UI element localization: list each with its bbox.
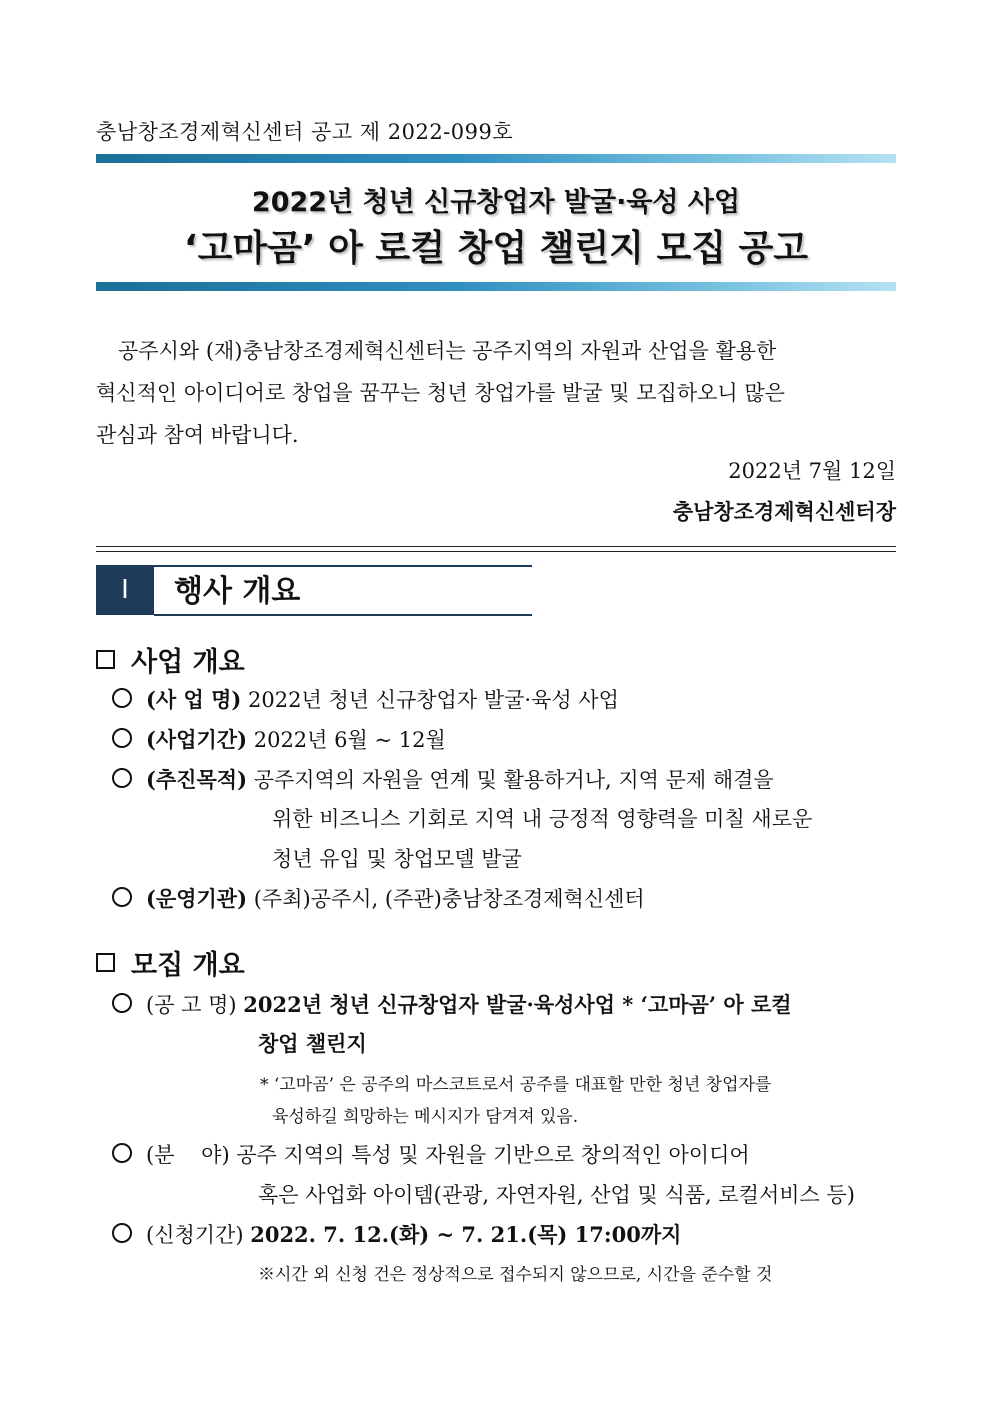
square-bullet-icon [96,650,115,669]
title-line-2: ‘고마곰’ 아 로컬 창업 챌린지 모집 공고 [183,228,809,269]
circle-bullet-icon [112,688,132,708]
intro-paragraph [96,330,896,456]
circle-bullet-icon [112,728,132,748]
divider-line [96,551,896,552]
title-line-1: 2022년 청년 신규창업자 발굴·육성 사업 [251,187,741,218]
recruit-title-note-line-2: 육성하길 희망하는 메시지가 담겨져 있음. [272,1107,579,1127]
business-item-period: (사업기간) 2022년 6월 ~ 12월 [112,724,446,754]
recruit-title-note-line-1: * ‘고마곰’ 은 공주의 마스코트로서 공주를 대표할 만한 청년 창업자를 [260,1075,772,1095]
signer: 충남창조경제혁신센터장 [672,499,896,524]
intro-line-2: 혁신적인 아이디어로 창업을 꿈꾸는 청년 창업가를 발굴 및 모집하오니 많은 [96,381,785,405]
title-top-bar [96,154,896,163]
recruit-item-field-line-2: 혹은 사업화 아이템(관광, 자연자원, 산업 및 식품, 로컬서비스 등) [258,1183,855,1207]
recruit-item-period: (신청기간) 2022. 7. 12.(화) ~ 7. 21.(목) 17:00까지 [112,1219,681,1249]
recruit-item-field: (분 야) 공주 지역의 특성 및 자원을 기반으로 창의적인 아이디어 [112,1139,750,1169]
divider-line [96,546,896,547]
circle-bullet-icon [112,1223,132,1243]
section-number-box: Ⅰ [96,565,154,615]
title-bottom-bar [96,282,896,291]
square-bullet-icon [96,953,115,972]
notice-number: 충남창조경제혁신센터 공고 제 2022-099호 [96,120,514,144]
recruit-item-title-line-2: 창업 챌린지 [258,1031,367,1056]
business-item-purpose: (추진목적) 공주지역의 자원을 연계 및 활용하거나, 지역 문제 해결을 [112,764,774,794]
business-overview-heading: 사업 개요 [96,640,245,679]
recruit-overview-heading: 모집 개요 [96,943,245,982]
intro-line-1: 공주시와 (재)충남창조경제혁신센터는 공주지역의 자원과 산업을 활용한 [118,339,777,363]
business-item-purpose-line-2: 위한 비즈니스 기회로 지역 내 긍정적 영향력을 미칠 새로운 [272,807,813,831]
recruit-item-title: (공 고 명) 2022년 청년 신규창업자 발굴·육성사업 * ‘고마곰’ 아 로컬 [112,989,792,1019]
business-item-purpose-line-3: 청년 유입 및 창업모델 발굴 [272,847,522,871]
intro-line-3: 관심과 참여 바랍니다. [96,423,299,447]
business-item-name: (사 업 명) 2022년 청년 신규창업자 발굴·육성 사업 [112,684,619,714]
recruit-period-note: ※시간 외 신청 건은 정상적으로 접수되지 않으므로, 시간을 준수할 것 [258,1265,773,1285]
circle-bullet-icon [112,768,132,788]
circle-bullet-icon [112,887,132,907]
circle-bullet-icon [112,993,132,1013]
section-bottom-line [154,614,532,616]
business-item-organizer: (운영기관) (주최)공주시, (주관)충남창조경제혁신센터 [112,883,645,913]
circle-bullet-icon [112,1143,132,1163]
section-title: 행사 개요 [174,574,301,609]
announcement-date: 2022년 7월 12일 [728,459,896,483]
